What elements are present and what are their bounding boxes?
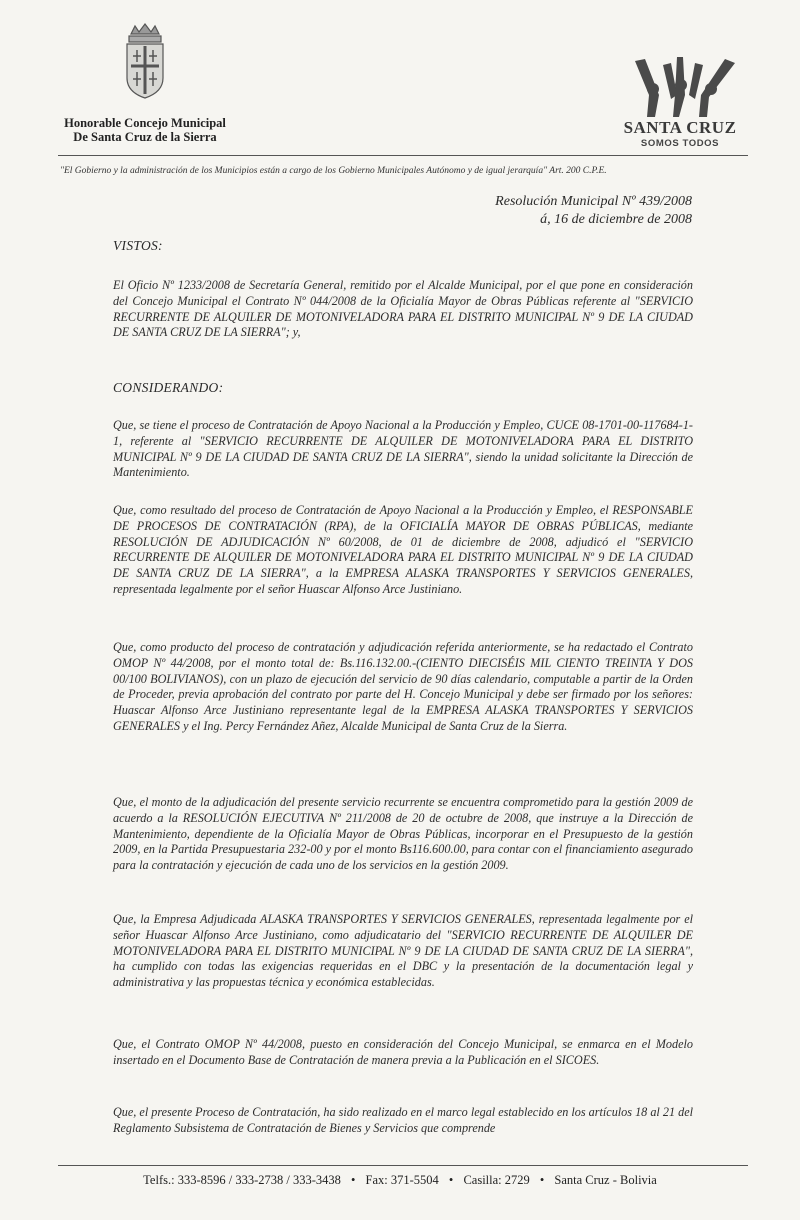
santa-cruz-wordmark: SANTA CRUZ — [623, 118, 737, 137]
vistos-heading: VISTOS: — [113, 238, 163, 253]
footer-city: Santa Cruz - Bolivia — [554, 1173, 657, 1187]
people-raising-arms-icon — [615, 55, 745, 120]
coat-of-arms-icon — [121, 22, 169, 102]
council-name-line1: Honorable Concejo Municipal — [64, 116, 226, 130]
resolution-heading — [495, 193, 692, 229]
considerando-heading: CONSIDERANDO: — [113, 380, 224, 395]
header-divider — [58, 155, 748, 156]
paragraph-considerando-1: Que, se tiene el proceso de Contratación de Apoyo Nacional a la Producción y Empleo, CUCE 08-1701-00-117684-1-1, referente al "SERVICIO RECURRENTE DE ALQUILER DE MOTONIVELADORA PARA EL DISTRITO MUNICIPAL Nº 9 DE LA CIUDAD DE SANTA CRUZ DE LA SIERRA", siendo la unidad solicitante la Dirección de Mantenimiento. — [113, 418, 693, 480]
footer-phones: Telfs.: 333-8596 / 333-2738 / 333-3438 — [143, 1173, 341, 1187]
paragraph-considerando-7: Que, el presente Proceso de Contratación, ha sido realizado en el marco legal establecido en los artículos 18 al 21 del Reglamento Subsistema de Contratación de Bienes y Servicios que comprende — [113, 1105, 693, 1135]
paragraph-considerando-2: Que, como resultado del proceso de Contratación de Apoyo Nacional a la Producción y Empleo, el RESPONSABLE DE PROCESOS DE CONTRATACIÓN (RPA), de la OFICIALÍA MAYOR DE OBRAS PÚBLICAS, mediante RESOLUCIÓN DE ADJUDICACIÓN Nº 60/2008, de 01 de diciembre de 2008, adjudicó el "SERVICIO RECURRENTE DE ALQUILER DE MOTONIVELADORA PARA EL DISTRITO MUNICIPAL Nº 9 DE LA CIUDAD DE SANTA CRUZ DE LA SIERRA", a la EMPRESA ALASKA TRANSPORTES Y SERVICIOS GENERALES, representada legalmente por el señor Huascar Alfonso Arce Justiniano. — [113, 503, 693, 596]
footer-separator: • — [539, 1173, 545, 1187]
footer-separator: • — [448, 1173, 454, 1187]
paragraph-considerando-6: Que, el Contrato OMOP Nº 44/2008, puesto en consideración del Concejo Municipal, se enmarca en el Modelo insertado en el Documento Base de Contratación de manera previa a la Publicación en el SICOES. — [113, 1037, 693, 1067]
santa-cruz-tagline: SOMOS TODOS — [640, 138, 720, 149]
paragraph-considerando-4: Que, el monto de la adjudicación del presente servicio recurrente se encuentra comprometido para la gestión 2009 de acuerdo a la RESOLUCIÓN EJECUTIVA Nº 211/2008 de 20 de octubre de 2008, que instruye a la Dirección de Mantenimiento, dependiente de la Oficialía Mayor de Obras Públicas, incorporar en el Presupuesto de la gestión 2009, en la Partida Presupuestaria 232-00 y por el monto Bs116.600.00, para contar con el financiamiento asegurado para la contratación y ejecución de cada uno de los servicios en la gestión 2009. — [113, 795, 693, 873]
footer-divider — [58, 1165, 748, 1166]
santa-cruz-logo-block — [610, 55, 750, 149]
council-logo-block — [55, 22, 235, 144]
paragraph-vistos: El Oficio Nº 1233/2008 de Secretaría General, remitido por el Alcalde Municipal, por el que pone en consideración del Concejo Municipal el Contrato Nº 044/2008 de la Oficialía Mayor de Obras Públicas referente al "SERVICIO RECURRENTE DE ALQUILER DE MOTONIVELADORA PARA EL DISTRITO MUNICIPAL Nº 9 DE LA CIUDAD DE SANTA CRUZ DE LA SIERRA"; y, — [113, 278, 693, 340]
footer-fax: Fax: 371-5504 — [365, 1173, 439, 1187]
footer-po-box: Casilla: 2729 — [463, 1173, 530, 1187]
paragraph-considerando-5: Que, la Empresa Adjudicada ALASKA TRANSPORTES Y SERVICIOS GENERALES, representada legalmente por el señor Huascar Alfonso Arce Justiniano, como adjudicatario del "SERVICIO RECURRENTE DE ALQUILER DE MOTONIVELADORA PARA EL DISTRITO MUNICIPAL Nº 9 DE LA CIUDAD DE SANTA CRUZ DE LA SIERRA", ha cumplido con todas las exigencias requeridas en el DBC y la presentación de la documentación legal y administrativa y las propuestas técnica y económica establecidas. — [113, 912, 693, 990]
resolution-date: á, 16 de diciembre de 2008 — [540, 212, 692, 227]
footer-contact — [0, 1173, 800, 1188]
resolution-number: Resolución Municipal Nº 439/2008 — [495, 194, 692, 209]
footer-separator: • — [351, 1173, 356, 1187]
paragraph-considerando-3: Que, como producto del proceso de contratación y adjudicación referida anteriormente, se ha redactado el Contrato OMOP Nº 44/2008, por el monto total de: Bs.116.132.00.-(CIENTO DIECISÉIS MIL CIENTO TREINTA Y DOS 00/100 BOLIVIANOS), con un plazo de ejecución del servicio de 90 días calendario, computable a partir de la Orden de Proceder, previa aprobación del contrato por parte del H. Concejo Municipal y debe ser firmado por los señores: Huascar Alfonso Arce Justiniano representante legal de la EMPRESA ALASKA TRANSPORTES Y SERVICIOS GENERALES y el Ing. Percy Fernández Añez, Alcalde Municipal de Santa Cruz de la Sierra. — [113, 640, 693, 733]
council-name — [55, 116, 235, 144]
council-name-line2: De Santa Cruz de la Sierra — [73, 130, 217, 144]
constitution-quote: "El Gobierno y la administración de los Municipios están a cargo de los Gobierno Municipales Autónomo y de igual jerarquía" Art. 200 C.P.E. — [60, 166, 607, 176]
